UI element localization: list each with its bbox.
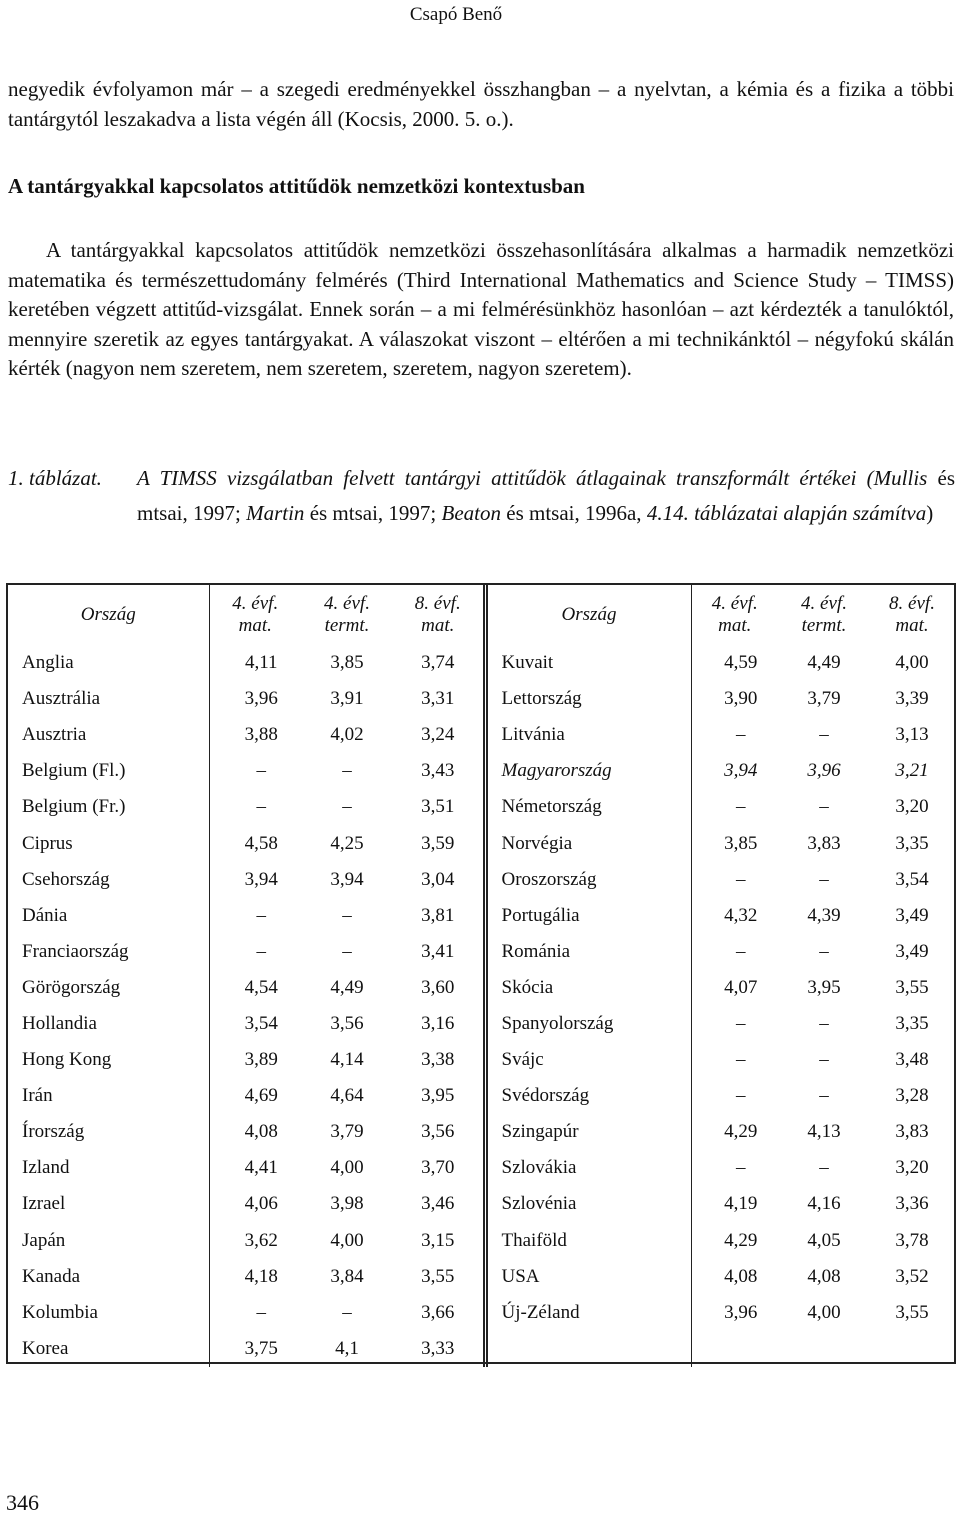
country-name: Japán bbox=[22, 1229, 66, 1251]
table-row bbox=[8, 825, 954, 861]
country-name: Szingapúr bbox=[485, 1114, 691, 1150]
grade4-math-value: – bbox=[209, 789, 301, 825]
grade4-math-value: 3,96 bbox=[691, 1295, 778, 1331]
grade8-math-value: 3,48 bbox=[895, 1049, 929, 1071]
country-name: Svédország bbox=[485, 1078, 691, 1114]
country-name: Skócia bbox=[485, 970, 691, 1006]
country-name: Norvégia bbox=[485, 825, 691, 861]
table-row bbox=[8, 898, 954, 934]
grade4-math-value: 4,08 bbox=[691, 1259, 778, 1295]
country-name: Portugália bbox=[485, 898, 691, 934]
attitude-table bbox=[8, 585, 955, 1367]
grade8-math-value: 3,60 bbox=[421, 976, 455, 998]
country-name: Új-Zéland bbox=[485, 1295, 691, 1331]
grade8-math-value: 3,04 bbox=[421, 868, 455, 890]
grade8-math-value: 3,54 bbox=[895, 868, 929, 890]
country-name: Csehország bbox=[22, 868, 110, 890]
grade8-math-value: 3,43 bbox=[421, 760, 455, 782]
grade4-science-value: 3,79 bbox=[330, 1121, 364, 1143]
grade8-math-value: 3,49 bbox=[895, 940, 929, 962]
paragraph-body: A tantárgyakkal kapcsolatos attitűdök nemzetközi összehasonlítására alkalmas a harmadik nemzetközi matematika és természettudomány felmérés (Third International Mathematics and Science Study – TIMSS) keretében végzett attitűd-vizsgálat. Ennek során – a mi felmérésünkhöz hasonlóan – azt kérdezték a tanulóktól, mennyire szeretik az egyes tantárgyakat. A válaszokat viszont – eltérően a mi technikánktól – négyfokú skálán kérték (nagyon nem szeretem, nem szeretem, szeretem, nagyon szeretem). bbox=[8, 238, 954, 380]
grade4-math-value: 3,88 bbox=[209, 717, 301, 753]
country-name bbox=[485, 1331, 691, 1367]
grade4-math-value: 4,54 bbox=[209, 970, 301, 1006]
grade8-math-value: 3,41 bbox=[421, 940, 455, 962]
grade4-math-value: 3,96 bbox=[209, 681, 301, 717]
country-name: Irán bbox=[22, 1085, 53, 1107]
country-name: Oroszország bbox=[485, 862, 691, 898]
country-name: Anglia bbox=[22, 652, 74, 674]
table-row bbox=[8, 1331, 954, 1367]
grade4-math-value: 4,11 bbox=[209, 645, 301, 681]
header-grade4-math-right: 4. évf. mat. bbox=[691, 585, 778, 645]
grade4-science-value: – bbox=[819, 1012, 829, 1034]
caption-author-martin: Martin bbox=[246, 501, 305, 525]
grade4-math-value: 3,85 bbox=[691, 825, 778, 861]
section-heading: A tantárgyakkal kapcsolatos attitűdök nemzetközi kontextusban bbox=[8, 174, 585, 198]
table-row bbox=[8, 1078, 954, 1114]
grade4-science-value: 4,14 bbox=[330, 1049, 364, 1071]
country-name: Magyarország bbox=[485, 753, 691, 789]
country-name: Korea bbox=[22, 1337, 69, 1359]
grade4-math-value bbox=[691, 1331, 778, 1367]
grade8-math-value: 3,46 bbox=[421, 1193, 455, 1215]
grade4-science-value: – bbox=[819, 1085, 829, 1107]
grade8-math-value: 3,20 bbox=[895, 1157, 929, 1179]
grade4-science-value: 3,83 bbox=[807, 832, 841, 854]
table-row bbox=[8, 717, 954, 753]
grade4-science-value: 4,00 bbox=[330, 1157, 364, 1179]
grade4-science-value: 3,95 bbox=[807, 976, 841, 998]
grade8-math-value: 3,51 bbox=[421, 796, 455, 818]
running-header-author: Csapó Benő bbox=[409, 4, 503, 25]
grade4-science-value: 4,00 bbox=[807, 1301, 841, 1323]
caption-author-beaton: Beaton bbox=[441, 501, 501, 525]
table-row bbox=[8, 934, 954, 970]
grade4-math-value: – bbox=[691, 1042, 778, 1078]
table-row bbox=[8, 645, 954, 681]
table-row bbox=[8, 789, 954, 825]
grade4-math-value: – bbox=[691, 1006, 778, 1042]
grade4-math-value: 3,89 bbox=[209, 1042, 301, 1078]
grade8-math-value: 3,81 bbox=[421, 904, 455, 926]
country-name: Kanada bbox=[22, 1265, 81, 1287]
country-name: Svájc bbox=[485, 1042, 691, 1078]
grade4-math-value: – bbox=[691, 1078, 778, 1114]
caption-text-1: és mtsai, 1997; bbox=[137, 466, 955, 525]
table-row bbox=[8, 970, 954, 1006]
table-row bbox=[8, 753, 954, 789]
grade4-math-value: 4,59 bbox=[691, 645, 778, 681]
country-name: Ausztrália bbox=[22, 688, 101, 710]
table-caption bbox=[137, 461, 955, 531]
grade8-math-value: 3,36 bbox=[895, 1193, 929, 1215]
paragraph-intro: negyedik évfolyamon már – a szegedi eredményekkel összhangban – a nyelvtan, a kémia és a fizika a többi tantárgytól leszakadva a lista végén áll (Kocsis, 2000. 5. o.). bbox=[8, 77, 954, 131]
grade4-math-value: 4,29 bbox=[691, 1114, 778, 1150]
grade4-science-value: 4,08 bbox=[807, 1265, 841, 1287]
grade4-math-value: 3,90 bbox=[691, 681, 778, 717]
grade4-science-value: – bbox=[342, 904, 352, 926]
grade4-math-value: 3,94 bbox=[209, 862, 301, 898]
grade4-science-value: – bbox=[819, 724, 829, 746]
grade4-math-value: 3,62 bbox=[209, 1223, 301, 1259]
grade4-math-value: 3,54 bbox=[209, 1006, 301, 1042]
grade4-science-value: 4,05 bbox=[807, 1229, 841, 1251]
country-name: Németország bbox=[485, 789, 691, 825]
grade4-math-value: – bbox=[209, 898, 301, 934]
attitude-table-frame bbox=[6, 583, 956, 1364]
grade8-math-value: 3,13 bbox=[895, 724, 929, 746]
caption-table-ref: 4.14. táblázatai alapján számítva bbox=[646, 501, 927, 525]
grade4-science-value: – bbox=[819, 1157, 829, 1179]
grade4-math-value: 4,58 bbox=[209, 825, 301, 861]
grade4-science-value: 4,49 bbox=[330, 976, 364, 998]
grade4-science-value: 4,16 bbox=[807, 1193, 841, 1215]
grade4-science-value: – bbox=[342, 796, 352, 818]
grade4-science-value: 3,79 bbox=[807, 688, 841, 710]
grade8-math-value: 3,16 bbox=[421, 1012, 455, 1034]
country-name: Kuvait bbox=[485, 645, 691, 681]
grade8-math-value: 3,15 bbox=[421, 1229, 455, 1251]
grade4-science-value: 4,39 bbox=[807, 904, 841, 926]
country-name: Spanyolország bbox=[485, 1006, 691, 1042]
grade4-science-value: 3,56 bbox=[330, 1012, 364, 1034]
grade4-science-value: – bbox=[342, 1301, 352, 1323]
caption-text-3: és mtsai, 1996a, bbox=[501, 501, 647, 525]
grade8-math-value: 3,35 bbox=[895, 832, 929, 854]
caption-title: A TIMSS vizsgálatban felvett tantárgyi attitűdök átlagainak transzformált értékei ( bbox=[137, 466, 874, 490]
grade4-math-value: 4,41 bbox=[209, 1150, 301, 1186]
grade4-science-value: 3,91 bbox=[330, 688, 364, 710]
grade4-science-value: 4,00 bbox=[330, 1229, 364, 1251]
table-row bbox=[8, 1186, 954, 1222]
table-row bbox=[8, 1042, 954, 1078]
country-name: Szlovénia bbox=[485, 1186, 691, 1222]
header-country-right: Ország bbox=[485, 585, 691, 645]
grade8-math-value: 3,55 bbox=[895, 1301, 929, 1323]
grade4-math-value: – bbox=[691, 1150, 778, 1186]
page-number: 346 bbox=[6, 1490, 39, 1515]
caption-close: ) bbox=[926, 501, 934, 525]
table-row bbox=[8, 1259, 954, 1295]
grade4-math-value: – bbox=[691, 862, 778, 898]
grade8-math-value: 3,66 bbox=[421, 1301, 455, 1323]
grade8-math-value: 3,70 bbox=[421, 1157, 455, 1179]
grade4-science-value bbox=[778, 1331, 870, 1367]
grade8-math-value: 3,55 bbox=[895, 976, 929, 998]
country-name: Franciaország bbox=[22, 940, 129, 962]
grade4-science-value: – bbox=[819, 796, 829, 818]
country-name: Kolumbia bbox=[22, 1301, 98, 1323]
header-grade4-math-left: 4. évf. mat. bbox=[209, 585, 301, 645]
header-grade4-science-left: 4. évf. termt. bbox=[324, 593, 370, 636]
country-name: Thaiföld bbox=[485, 1223, 691, 1259]
country-name: Hong Kong bbox=[22, 1049, 112, 1071]
country-name: Belgium (Fl.) bbox=[22, 760, 126, 782]
country-name: Görögország bbox=[22, 976, 121, 998]
grade4-math-value: – bbox=[209, 934, 301, 970]
grade4-science-value: 4,49 bbox=[807, 652, 841, 674]
grade8-math-value: 3,28 bbox=[895, 1085, 929, 1107]
grade4-math-value: 4,06 bbox=[209, 1186, 301, 1222]
grade8-math-value: 3,24 bbox=[421, 724, 455, 746]
grade4-science-value: 4,13 bbox=[807, 1121, 841, 1143]
caption-author-mullis: Mullis bbox=[873, 466, 928, 490]
grade8-math-value bbox=[870, 1331, 954, 1367]
grade8-math-value: 3,35 bbox=[895, 1012, 929, 1034]
grade8-math-value: 3,56 bbox=[421, 1121, 455, 1143]
country-name: Dánia bbox=[22, 904, 68, 926]
country-name: Ausztria bbox=[22, 724, 87, 746]
country-name: USA bbox=[485, 1259, 691, 1295]
country-name: Szlovákia bbox=[485, 1150, 691, 1186]
grade4-science-value: – bbox=[342, 760, 352, 782]
grade4-math-value: 3,75 bbox=[209, 1331, 301, 1367]
grade8-math-value: 3,55 bbox=[421, 1265, 455, 1287]
grade4-math-value: 4,69 bbox=[209, 1078, 301, 1114]
grade8-math-value: 3,83 bbox=[895, 1121, 929, 1143]
table-row bbox=[8, 1114, 954, 1150]
grade4-science-value: – bbox=[819, 868, 829, 890]
grade4-math-value: – bbox=[209, 753, 301, 789]
header-country-left: Ország bbox=[80, 604, 136, 625]
grade4-math-value: – bbox=[691, 934, 778, 970]
grade8-math-value: 3,20 bbox=[895, 796, 929, 818]
grade4-math-value: – bbox=[209, 1295, 301, 1331]
grade8-math-value: 3,38 bbox=[421, 1049, 455, 1071]
grade8-math-value: 3,52 bbox=[895, 1265, 929, 1287]
grade8-math-value: 3,21 bbox=[895, 760, 929, 782]
grade8-math-value: 3,74 bbox=[421, 652, 455, 674]
grade8-math-value: 4,00 bbox=[895, 652, 929, 674]
country-name: Románia bbox=[485, 934, 691, 970]
country-name: Litvánia bbox=[485, 717, 691, 753]
grade4-science-value: – bbox=[819, 1049, 829, 1071]
country-name: Hollandia bbox=[22, 1012, 97, 1034]
grade8-math-value: 3,31 bbox=[421, 688, 455, 710]
table-row bbox=[8, 1223, 954, 1259]
grade4-science-value: 3,96 bbox=[807, 760, 841, 782]
table-header-row bbox=[8, 585, 954, 645]
grade4-science-value: 3,85 bbox=[330, 652, 364, 674]
grade8-math-value: 3,49 bbox=[895, 904, 929, 926]
grade4-math-value: 3,94 bbox=[691, 753, 778, 789]
grade4-math-value: 4,08 bbox=[209, 1114, 301, 1150]
header-grade8-math-left: 8. évf. mat. bbox=[414, 593, 461, 636]
header-grade4-science-right: 4. évf. termt. bbox=[801, 593, 847, 636]
table-caption-label: 1. táblázat. bbox=[8, 466, 102, 490]
grade4-math-value: – bbox=[691, 789, 778, 825]
grade8-math-value: 3,39 bbox=[895, 688, 929, 710]
grade4-math-value: 4,32 bbox=[691, 898, 778, 934]
grade4-science-value: 4,25 bbox=[330, 832, 364, 854]
table-row bbox=[8, 1295, 954, 1331]
grade8-math-value: 3,78 bbox=[895, 1229, 929, 1251]
table-row bbox=[8, 1006, 954, 1042]
table-row bbox=[8, 1150, 954, 1186]
grade8-math-value: 3,95 bbox=[421, 1085, 455, 1107]
grade4-math-value: 4,18 bbox=[209, 1259, 301, 1295]
grade8-math-value: 3,59 bbox=[421, 832, 455, 854]
grade4-science-value: 4,02 bbox=[330, 724, 364, 746]
table-row bbox=[8, 681, 954, 717]
grade4-science-value: 4,64 bbox=[330, 1085, 364, 1107]
grade4-math-value: 4,29 bbox=[691, 1223, 778, 1259]
country-name: Izland bbox=[22, 1157, 70, 1179]
grade4-science-value: 3,98 bbox=[330, 1193, 364, 1215]
grade4-science-value: 3,84 bbox=[330, 1265, 364, 1287]
grade4-math-value: 4,07 bbox=[691, 970, 778, 1006]
country-name: Belgium (Fr.) bbox=[22, 796, 126, 818]
country-name: Lettország bbox=[485, 681, 691, 717]
country-name: Ciprus bbox=[22, 832, 73, 854]
grade4-math-value: 4,19 bbox=[691, 1186, 778, 1222]
grade4-math-value: – bbox=[691, 717, 778, 753]
caption-text-2: és mtsai, 1997; bbox=[304, 501, 442, 525]
grade8-math-value: 3,33 bbox=[421, 1337, 455, 1359]
grade4-science-value: 3,94 bbox=[330, 868, 364, 890]
table-row bbox=[8, 862, 954, 898]
country-name: Írország bbox=[22, 1121, 85, 1143]
grade4-science-value: 4,1 bbox=[335, 1337, 359, 1359]
country-name: Izrael bbox=[22, 1193, 66, 1215]
grade4-science-value: – bbox=[342, 940, 352, 962]
grade4-science-value: – bbox=[819, 940, 829, 962]
header-grade8-math-right: 8. évf. mat. bbox=[889, 593, 935, 636]
